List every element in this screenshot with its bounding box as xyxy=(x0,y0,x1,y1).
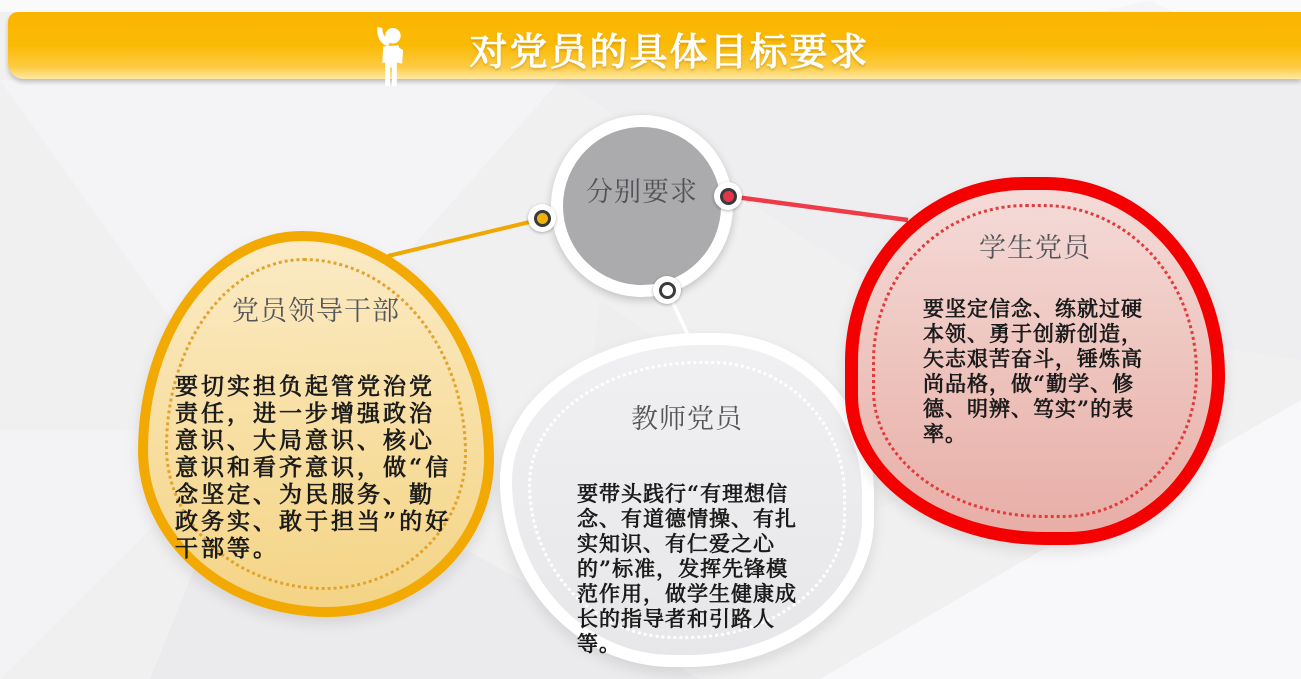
yellow-dot-icon xyxy=(534,210,551,227)
connector-dot-white xyxy=(653,276,681,304)
white-dot-icon xyxy=(659,282,676,299)
connector-line-yellow xyxy=(388,219,542,256)
node-body-cadres: 要切实担负起管党治党责任，进一步增强政治意识、大局意识、核心意识和看齐意识，做“信念坚定、为民服务、勤政务实、敢于担当”的好干部等。 xyxy=(175,373,452,562)
connector-dot-yellow xyxy=(528,204,556,232)
node-title-students: 学生党员 xyxy=(979,233,1091,263)
connector-dot-red xyxy=(714,182,742,210)
slide-title: 对党员的具体目标要求 xyxy=(469,32,870,74)
node-teacher-party-members xyxy=(500,333,874,667)
center-node xyxy=(551,115,733,297)
node-title-cadres: 党员领导干部 xyxy=(232,296,400,326)
node-party-leading-cadres xyxy=(138,231,494,617)
node-body-students: 要坚定信念、练就过硬本领、勇于创新创造，矢志艰苦奋斗，锤炼高尚品格，做“勤学、修德、明辨、笃实”的表率。 xyxy=(923,296,1143,446)
node-title-teachers: 教师党员 xyxy=(631,404,743,434)
node-student-party-members xyxy=(845,177,1225,545)
node-body-teachers: 要带头践行“有理想信念、有道德情操、有扎实知识、有仁爱之心的”标准，发挥先锋模范作用，做学生健康成长的指导者和引路人等。 xyxy=(577,481,797,656)
red-dot-icon xyxy=(720,188,737,205)
center-node-label: 分别要求 xyxy=(586,176,698,207)
connector-line-red xyxy=(728,196,908,220)
title-banner xyxy=(8,12,1301,79)
